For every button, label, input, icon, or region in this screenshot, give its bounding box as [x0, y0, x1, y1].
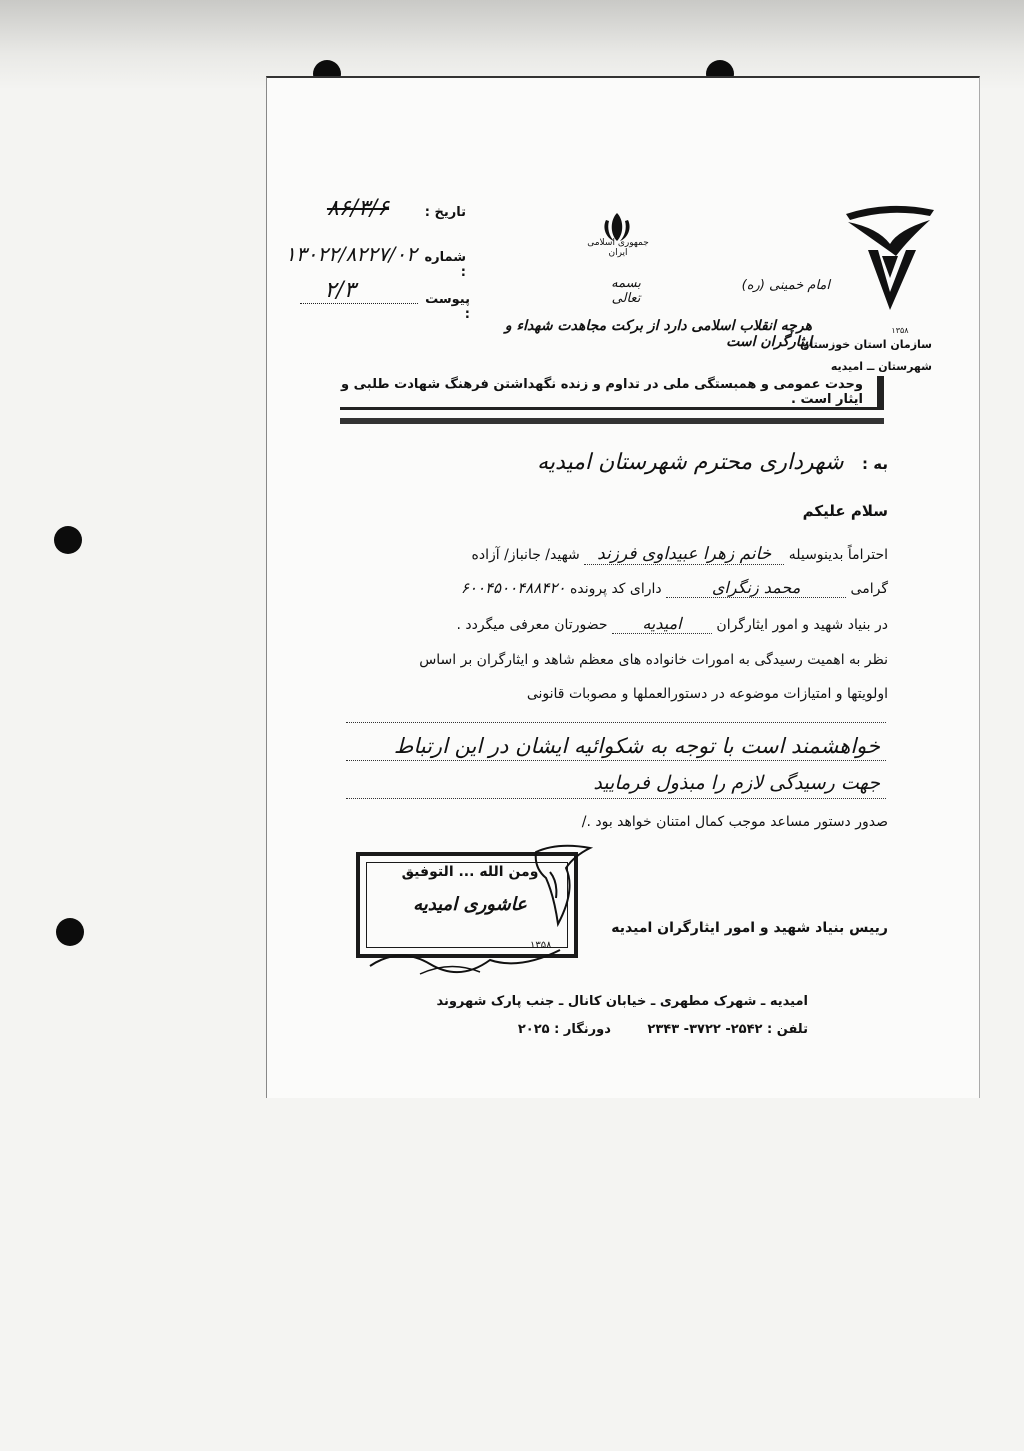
footer-phone: تلفن : ۲۵۴۲- ۳۷۲۲- ۲۳۴۳	[647, 1022, 808, 1037]
greeting: سلام علیکم	[802, 502, 888, 520]
body-line-4: نظر به اهمیت رسیدگی به امورات خانواده های معظم شاهد و ایثارگران بر اساس	[419, 652, 888, 668]
stamp-year: ۱۳۵۸	[530, 940, 552, 951]
line3-prefix: در بنیاد شهید و امور ایثارگران	[716, 617, 888, 633]
footer-address: امیدیه ـ شهرک مطهری ـ خیابان کانال ـ جنب پارک شهروند	[436, 994, 808, 1009]
number-value: ۱۳۰۲۲/۸۲۲۷/۰۲	[285, 242, 417, 266]
dotted-line	[346, 760, 886, 761]
emblem-caption: جمهوری اسلامی ایران	[587, 238, 649, 258]
body-line-3	[456, 614, 888, 634]
line2-mid: دارای کد پرونده	[570, 581, 662, 597]
banner-motto	[340, 376, 884, 410]
footer-contact	[518, 1022, 808, 1037]
line1-prefix: احتراماً بدینوسیله	[788, 547, 888, 563]
attachment-underline	[300, 303, 418, 304]
quote-author: امام خمینی (ره)	[741, 278, 830, 293]
line2-handwritten: محمد زنگرای	[666, 578, 846, 598]
to-label: به :	[862, 455, 888, 473]
attachment-label: پیوست :	[425, 292, 470, 322]
date-value: ۸۶/۳/۶	[326, 196, 390, 221]
dotted-line	[346, 798, 886, 799]
closing-line: صدور دستور مساعد موجب کمال امتنان خواهد بود ./	[581, 814, 888, 830]
number-label: شماره :	[424, 250, 466, 280]
banner-text: وحدت عمومی و همبستگی ملی در تداوم و زنده نگهداشتن فرهنگ شهادت طلبی و ایثار است .	[341, 376, 863, 407]
line1-handwritten: خانم زهرا عبیداوی فرزند	[584, 544, 784, 565]
logo-year: ۱۳۵۸	[891, 326, 909, 335]
quote-heading: بسمه تعالی	[611, 276, 641, 306]
line3-handwritten: امیدیه	[612, 614, 712, 634]
foundation-logo	[838, 200, 938, 320]
body-line-5: اولویتها و امتیازات موضوعه در دستورالعملها و مصوبات قانونی	[526, 686, 888, 702]
signatory-title: رییس بنیاد شهید و امور ایثارگران امیدیه	[611, 920, 888, 936]
handwritten-note-1: خواهشمند است با توجه به شکوائیه ایشان در این ارتباط	[393, 734, 880, 758]
banner-rule	[340, 418, 884, 424]
body-line-2	[461, 578, 888, 598]
punch-hole	[56, 918, 84, 946]
line3-suffix: حضورتان معرفی میگردد .	[456, 617, 608, 633]
line1-suffix: شهید/ جانباز/ آزاده	[471, 547, 580, 563]
to-value: شهرداری محترم شهرستان امیدیه	[537, 450, 844, 475]
stamp-line-1: ومن الله ... التوفیق	[401, 864, 539, 880]
date-label: تاریخ :	[424, 205, 466, 220]
org-city: شهرستان ــ امیدیه	[830, 360, 932, 373]
footer-fax: دورنگار : ۲۰۲۵	[517, 1022, 611, 1037]
line2-prefix: گرامی	[850, 581, 888, 597]
attachment-value: ۲/۳	[324, 278, 356, 303]
org-name: سازمان استان خوزستان	[800, 338, 932, 351]
file-code: ۶۰۰۴۵۰۰۴۸۸۴۲۰	[460, 579, 566, 597]
slogan: هرچه انقلاب اسلامی دارد از برکت مجاهدت شهداء و ایثارگران است	[504, 318, 812, 350]
stamp-dove-icon	[528, 838, 598, 928]
punch-hole	[54, 526, 82, 554]
dotted-line	[346, 722, 886, 723]
stamp-line-2: عاشوری امیدیه	[413, 894, 527, 915]
signature-scribble	[360, 940, 580, 980]
body-line-1	[472, 544, 888, 565]
recipient-line	[537, 450, 888, 475]
handwritten-note-2: جهت رسیدگی لازم را مبذول فرمایید	[593, 772, 880, 794]
